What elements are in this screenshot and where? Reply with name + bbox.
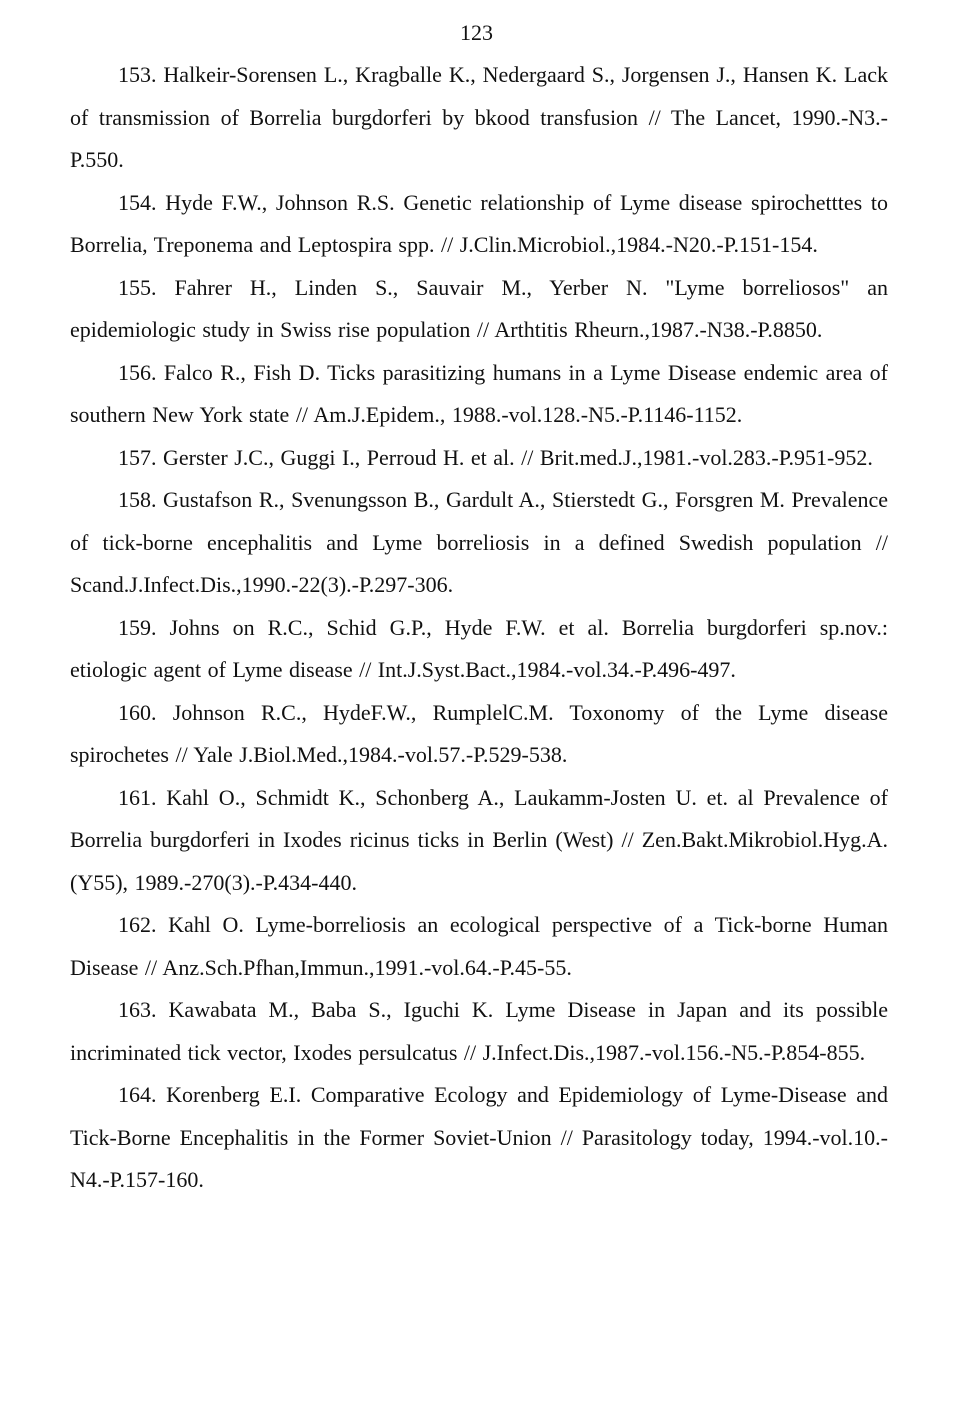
reference-item: 159. Johns on R.C., Schid G.P., Hyde F.W. et al. Borrelia burgdorferi sp.nov.: etiologic agent of Lyme disease // Int.J.Syst.Bact.,1984.-vol.34.-P.496-497.	[70, 614, 888, 682]
reference-item: 158. Gustafson R., Svenungsson B., Gardult A., Stierstedt G., Forsgren M. Prevalence of tick-borne encephalitis and Lyme borreliosis in a defined Swedish population // Scand.J.Infect.Dis.,1990.-22(3).-P.297-306.	[70, 487, 888, 597]
reference-list	[70, 54, 888, 1202]
reference-item: 163. Kawabata M., Baba S., Iguchi K. Lyme Disease in Japan and its possible incriminated tick vector, Ixodes persulcatus // J.Infect.Dis.,1987.-vol.156.-N5.-P.854-855.	[70, 997, 888, 1065]
reference-item: 162. Kahl O. Lyme-borreliosis an ecological perspective of a Tick-borne Human Disease // Anz.Sch.Pfhan,Immun.,1991.-vol.64.-P.45-55.	[70, 912, 888, 980]
reference-item: 153. Halkeir-Sorensen L., Kragballe K., Nedergaard S., Jorgensen J., Hansen K. Lack of transmission of Borrelia burgdorferi by bkood transfusion // The Lancet, 1990.-N3.-P.550.	[70, 62, 888, 172]
page-number: 123	[460, 20, 493, 45]
reference-item: 154. Hyde F.W., Johnson R.S. Genetic relationship of Lyme disease spirochetttes to Borrelia, Treponema and Leptospira spp. // J.Clin.Microbiol.,1984.-N20.-P.151-154.	[70, 189, 888, 257]
reference-item: 156. Falco R., Fish D. Ticks parasitizing humans in a Lyme Disease endemic area of southern New York state // Am.J.Epidem., 1988.-vol.128.-N5.-P.1146-1152.	[70, 359, 888, 427]
reference-item: 164. Korenberg E.I. Comparative Ecology and Epidemiology of Lyme-Disease and Tick-Borne Encephalitis in the Former Soviet-Union // Parasitology today, 1994.-vol.10.-N4.-P.157-160.	[70, 1082, 888, 1192]
reference-item: 161. Kahl O., Schmidt K., Schonberg A., Laukamm-Josten U. et. al Prevalence of Borrelia burgdorferi in Ixodes ricinus ticks in Berlin (West) // Zen.Bakt.Mikrobiol.Hyg.A.(Y55), 1989.-270(3).-P.434-440.	[70, 784, 888, 895]
reference-item: 160. Johnson R.C., HydeF.W., RumplelC.M. Toxonomy of the Lyme disease spirochetes // Yale J.Biol.Med.,1984.-vol.57.-P.529-538.	[70, 699, 888, 767]
reference-item: 155. Fahrer H., Linden S., Sauvair M., Yerber N. "Lyme borreliosos" an epidemiologic study in Swiss rise population // Arthtitis Rheurn.,1987.-N38.-P.8850.	[70, 274, 888, 342]
reference-item: 157. Gerster J.C., Guggi I., Perroud H. et al. // Brit.med.J.,1981.-vol.283.-P.951-952.	[118, 444, 873, 470]
